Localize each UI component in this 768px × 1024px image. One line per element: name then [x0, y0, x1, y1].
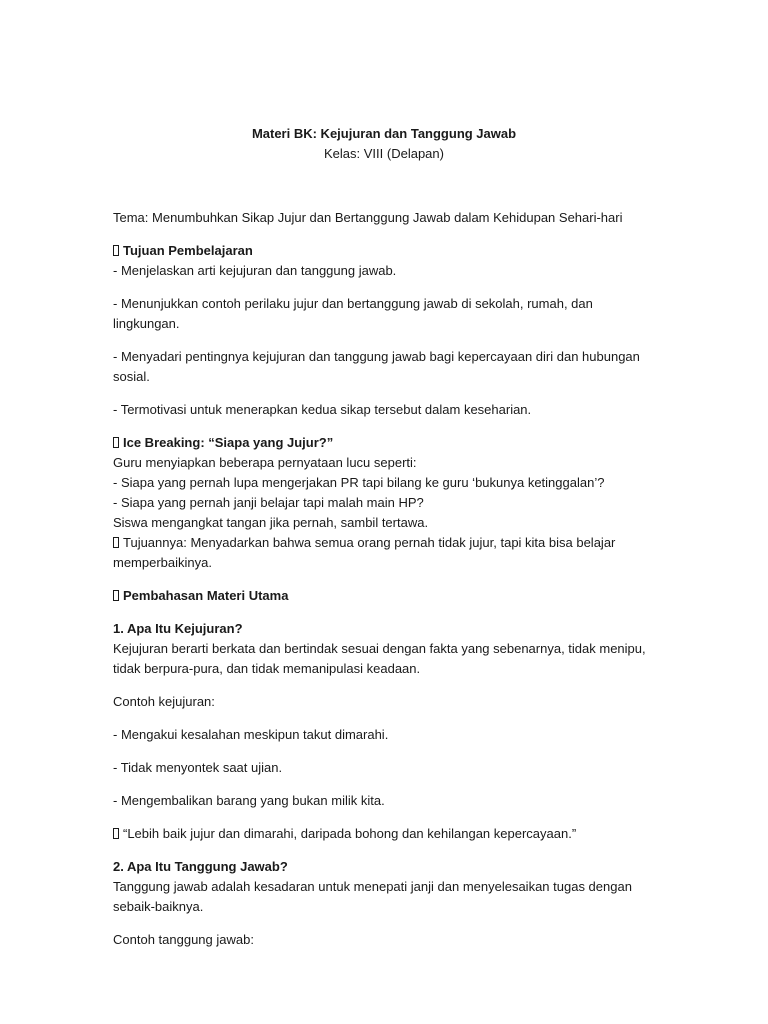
document-title: Materi BK: Kejujuran dan Tanggung Jawab: [251, 126, 517, 141]
pembahasan-section: [113, 586, 658, 950]
kejujuran-subsection: [113, 619, 658, 844]
tanggung-jawab-heading: 2. Apa Itu Tanggung Jawab?: [113, 859, 288, 874]
ice-breaking-purpose-text: Tujuannya: Menyadarkan bahwa semua orang pernah tidak jujur, tapi kita bisa belajar memperbaikinya.: [113, 535, 616, 570]
tujuan-item: - Menyadari pentingnya kejujuran dan tanggung jawab bagi kepercayaan diri dan hubungan sosial.: [113, 349, 640, 384]
document-body: [113, 208, 658, 950]
tanggung-jawab-subsection: [113, 857, 658, 950]
tujuan-section: [113, 241, 658, 420]
missing-glyph-icon: [113, 245, 119, 256]
ice-breaking-purpose: [113, 533, 658, 573]
tujuan-heading: [113, 241, 658, 261]
kejujuran-example: - Mengakui kesalahan meskipun takut dimarahi.: [113, 727, 389, 742]
kejujuran-quote-text: “Lebih baik jujur dan dimarahi, daripada bohong dan kehilangan kepercayaan.”: [123, 826, 577, 841]
document-subtitle: Kelas: VIII (Delapan): [324, 146, 444, 161]
tujuan-item: - Menjelaskan arti kejujuran dan tanggung jawab.: [113, 263, 397, 278]
ice-breaking-heading-text: Ice Breaking: “Siapa yang Jujur?”: [123, 435, 334, 450]
missing-glyph-icon: [113, 590, 119, 601]
title-block: [0, 124, 768, 164]
pembahasan-heading: [113, 586, 658, 606]
kejujuran-quote: [113, 824, 658, 844]
missing-glyph-icon: [113, 437, 119, 448]
ice-breaking-heading: [113, 433, 658, 453]
ice-breaking-question: - Siapa yang pernah lupa mengerjakan PR tapi bilang ke guru ‘bukunya ketinggalan’?: [113, 475, 605, 490]
kejujuran-example: - Mengembalikan barang yang bukan milik kita.: [113, 793, 385, 808]
tema-paragraph: Tema: Menumbuhkan Sikap Jujur dan Bertanggung Jawab dalam Kehidupan Sehari-hari: [113, 210, 623, 225]
kejujuran-definition: Kejujuran berarti berkata dan bertindak sesuai dengan fakta yang sebenarnya, tidak menipu, tidak berpura-pura, dan tidak memanipulasi keadaan.: [113, 641, 646, 676]
kejujuran-example: - Tidak menyontek saat ujian.: [113, 760, 283, 775]
ice-breaking-action: Siswa mengangkat tangan jika pernah, sambil tertawa.: [113, 515, 429, 530]
kejujuran-examples-label: Contoh kejujuran:: [113, 694, 215, 709]
tujuan-item: - Termotivasi untuk menerapkan kedua sikap tersebut dalam keseharian.: [113, 402, 532, 417]
ice-breaking-section: [113, 433, 658, 573]
ice-breaking-intro: Guru menyiapkan beberapa pernyataan lucu seperti:: [113, 455, 417, 470]
missing-glyph-icon: [113, 828, 119, 839]
kejujuran-heading: 1. Apa Itu Kejujuran?: [113, 621, 243, 636]
missing-glyph-icon: [113, 537, 119, 548]
ice-breaking-question: - Siapa yang pernah janji belajar tapi malah main HP?: [113, 495, 424, 510]
tanggung-jawab-definition: Tanggung jawab adalah kesadaran untuk menepati janji dan menyelesaikan tugas dengan sebaik-baiknya.: [113, 879, 632, 914]
pembahasan-heading-text: Pembahasan Materi Utama: [123, 588, 289, 603]
tujuan-item: - Menunjukkan contoh perilaku jujur dan bertanggung jawab di sekolah, rumah, dan lingkungan.: [113, 296, 593, 331]
tanggung-jawab-examples-label: Contoh tanggung jawab:: [113, 932, 254, 947]
tujuan-heading-text: Tujuan Pembelajaran: [123, 243, 253, 258]
